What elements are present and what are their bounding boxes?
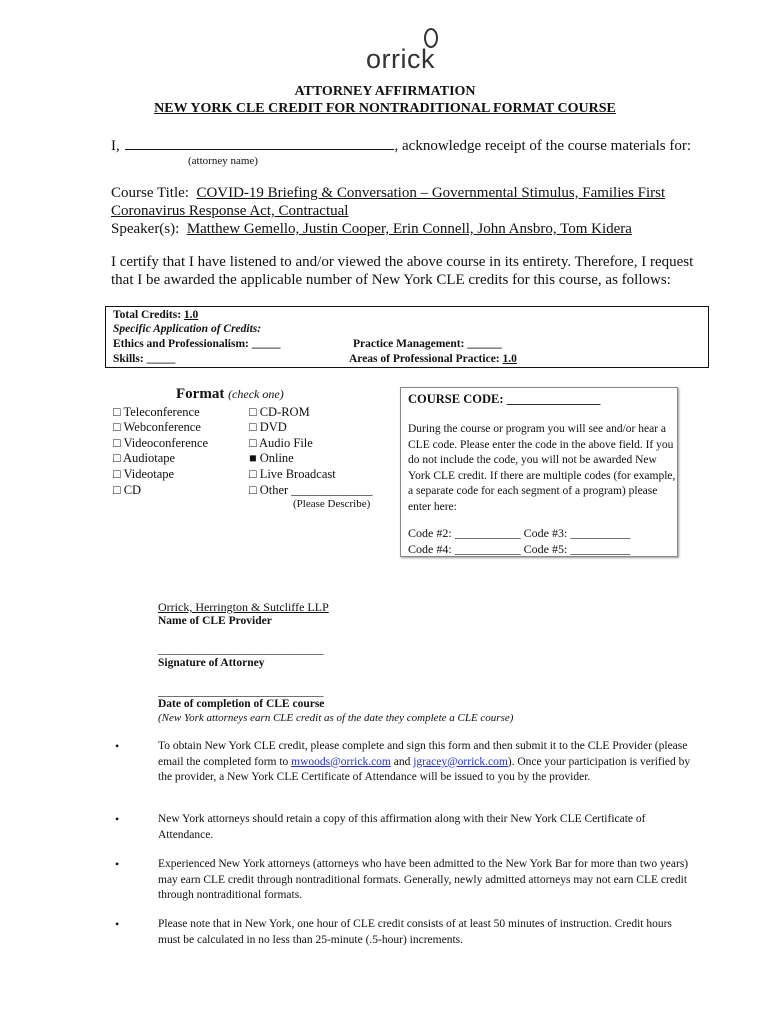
course-title-cont: Coronavirus Response Act, Contractual (111, 203, 349, 219)
bullet-credit-hours: Please note that in New York, one hour of CLE credit consists of at least 50 minutes of instruction. Credit hours must be calculated in no less than 25-minute (.5-hour) increments. (158, 918, 672, 946)
format-option-webconference[interactable] (113, 420, 201, 435)
ethics-value[interactable]: _____ (251, 338, 281, 350)
completion-note: (New York attorneys earn CLE credit as of the date they complete a CLE course) (158, 712, 514, 724)
total-credits-label: Total Credits: (113, 309, 182, 321)
checked-checkbox-icon[interactable]: ■ (249, 451, 257, 465)
checkbox-icon[interactable]: □ (249, 483, 257, 497)
acknowledge-line (111, 137, 691, 155)
speakers-label: Speaker(s): (111, 221, 180, 237)
provider-label: Name of CLE Provider (158, 615, 272, 627)
checkbox-icon[interactable]: □ (113, 483, 121, 497)
format-option-label: Videotape (123, 467, 175, 481)
format-option-dvd[interactable] (249, 420, 287, 435)
format-option-label: CD (123, 483, 142, 497)
email-link-jgracey[interactable]: jgracey@orrick.com (413, 755, 508, 768)
bullet-submit-instructions (158, 739, 694, 786)
form-title: ATTORNEY AFFIRMATION (294, 84, 476, 99)
bullet-retain-copy: New York attorneys should retain a copy of this affirmation along with their New York CLE Certificate of Attendance. (158, 813, 646, 841)
format-option-label: Online (259, 451, 294, 465)
format-option-label: Webconference (123, 420, 201, 434)
form-subtitle: NEW YORK CLE CREDIT FOR NONTRADITIONAL FORMAT COURSE (154, 101, 616, 116)
areas-value: 1.0 (502, 353, 517, 365)
orrick-logo (362, 26, 442, 74)
certify-line-1: I certify that I have listened to and/or viewed the above course in its entirety. Therefore, I request (111, 254, 694, 270)
format-heading-label: Format (176, 386, 225, 402)
completion-date-label: Date of completion of CLE course (158, 698, 325, 710)
course-title: COVID-19 Briefing & Conversation – Governmental Stimulus, Families First (196, 185, 666, 201)
areas-label: Areas of Professional Practice: (349, 353, 500, 365)
checkbox-icon[interactable]: □ (249, 405, 257, 419)
checkbox-icon[interactable]: □ (113, 405, 121, 419)
checkbox-icon[interactable]: □ (113, 436, 121, 450)
bullet-icon: • (115, 739, 120, 753)
completion-date-line[interactable]: ______________________________ (158, 684, 323, 698)
format-note: (check one) (228, 387, 284, 401)
bullet-text: ). Once your participation is verified by the provider, a New York CLE Certificate of Attendance will be issued to you by the provider. (158, 755, 691, 784)
format-option-audio-file[interactable] (249, 436, 313, 451)
checkbox-icon[interactable]: □ (113, 451, 121, 465)
checkbox-icon[interactable]: □ (113, 467, 121, 481)
format-option-videoconference[interactable] (113, 436, 208, 451)
bullet-icon: • (115, 917, 120, 931)
skills-label: Skills: (113, 353, 144, 365)
email-link-mwoods[interactable]: mwoods@orrick.com (291, 755, 391, 768)
course-info (111, 184, 691, 238)
code-field-line-1[interactable]: Code #2: ___________ Code #3: __________ (408, 526, 631, 540)
format-option-label: Audio File (259, 436, 313, 450)
format-option-label: CD-ROM (259, 405, 310, 419)
skills-credits (113, 353, 175, 365)
format-option-cd-rom[interactable] (249, 405, 310, 420)
bullet-text: To obtain New York CLE credit, please complete and sign this form and then submit it to the CLE Provider (please email the completed form to (158, 740, 688, 768)
specific-application: Specific Application of Credits: (113, 323, 262, 335)
format-heading (176, 386, 284, 403)
format-option-live-broadcast[interactable] (249, 467, 336, 482)
certify-line-2: that I be awarded the applicable number of New York CLE credits for this course, as follows: (111, 272, 671, 288)
bullet-icon: • (115, 812, 120, 826)
bullet-icon: • (115, 857, 120, 871)
credits-box (105, 306, 709, 368)
format-option-videotape[interactable] (113, 467, 174, 482)
signature-label: Signature of Attorney (158, 657, 265, 669)
practice-label: Practice Management: (353, 338, 465, 350)
checkbox-icon[interactable]: □ (113, 420, 121, 434)
skills-value[interactable]: _____ (146, 353, 176, 365)
format-option-cd[interactable] (113, 483, 141, 498)
total-credits-value: 1.0 (183, 309, 199, 321)
format-option-teleconference[interactable] (113, 405, 200, 420)
format-option-audiotape[interactable] (113, 451, 175, 466)
checkbox-icon[interactable]: □ (249, 436, 257, 450)
course-code-box (400, 387, 678, 557)
practice-value[interactable]: ______ (467, 338, 502, 350)
format-option-label: Other _____________ (259, 483, 373, 497)
ethics-credits (113, 338, 281, 350)
speakers: Matthew Gemello, Justin Cooper, Erin Connell, John Ansbro, Tom Kidera (186, 221, 632, 237)
bullet-text: and (393, 755, 411, 768)
please-describe: (Please Describe) (293, 498, 371, 510)
code-field-line-2[interactable]: Code #4: ___________ Code #5: __________ (408, 541, 631, 556)
course-code-heading[interactable]: COURSE CODE: _______________ (408, 392, 601, 406)
format-option-label: Live Broadcast (259, 467, 336, 481)
course-title-label: Course Title: (111, 185, 189, 201)
ack-suffix: , acknowledge receipt of the course materials for: (394, 138, 692, 154)
logo-text: orrick (366, 44, 435, 74)
attorney-name-field[interactable] (125, 137, 394, 150)
bullet-experienced-attorneys: Experienced New York attorneys (attorneys who have been admitted to the New York Bar for more than two years) may earn CLE credit through nontraditional formats. Generally, newly admitted attorneys may not earn CLE credit through nontraditional formats. (158, 858, 689, 902)
ack-prefix: I, (111, 138, 120, 154)
areas-credits (349, 353, 517, 365)
course-code-fields (408, 526, 630, 557)
total-credits (113, 309, 198, 321)
course-code-instructions: During the course or program you will see and/or hear a CLE code. Please enter the code in the above field. If you do not include the code, you will not be awarded New York CLE credit. If there are multiple codes (for example, a separate code for each segment of a program) please enter here: (408, 423, 676, 513)
format-option-label: Teleconference (123, 405, 200, 419)
certify-statement (111, 253, 701, 289)
format-option-online[interactable] (249, 451, 294, 466)
signature-line[interactable]: ______________________________ (158, 642, 323, 656)
format-option-label: DVD (259, 420, 287, 434)
format-option-other[interactable] (249, 483, 373, 498)
format-option-label: Audiotape (123, 451, 176, 465)
practice-credits (353, 338, 502, 350)
format-option-label: Videoconference (123, 436, 209, 450)
provider-name: Orrick, Herrington & Sutcliffe LLP (158, 600, 329, 614)
attorney-name-caption: (attorney name) (188, 155, 258, 167)
ethics-label: Ethics and Professionalism: (113, 338, 249, 350)
checkbox-icon[interactable]: □ (249, 467, 257, 481)
checkbox-icon[interactable]: □ (249, 420, 257, 434)
